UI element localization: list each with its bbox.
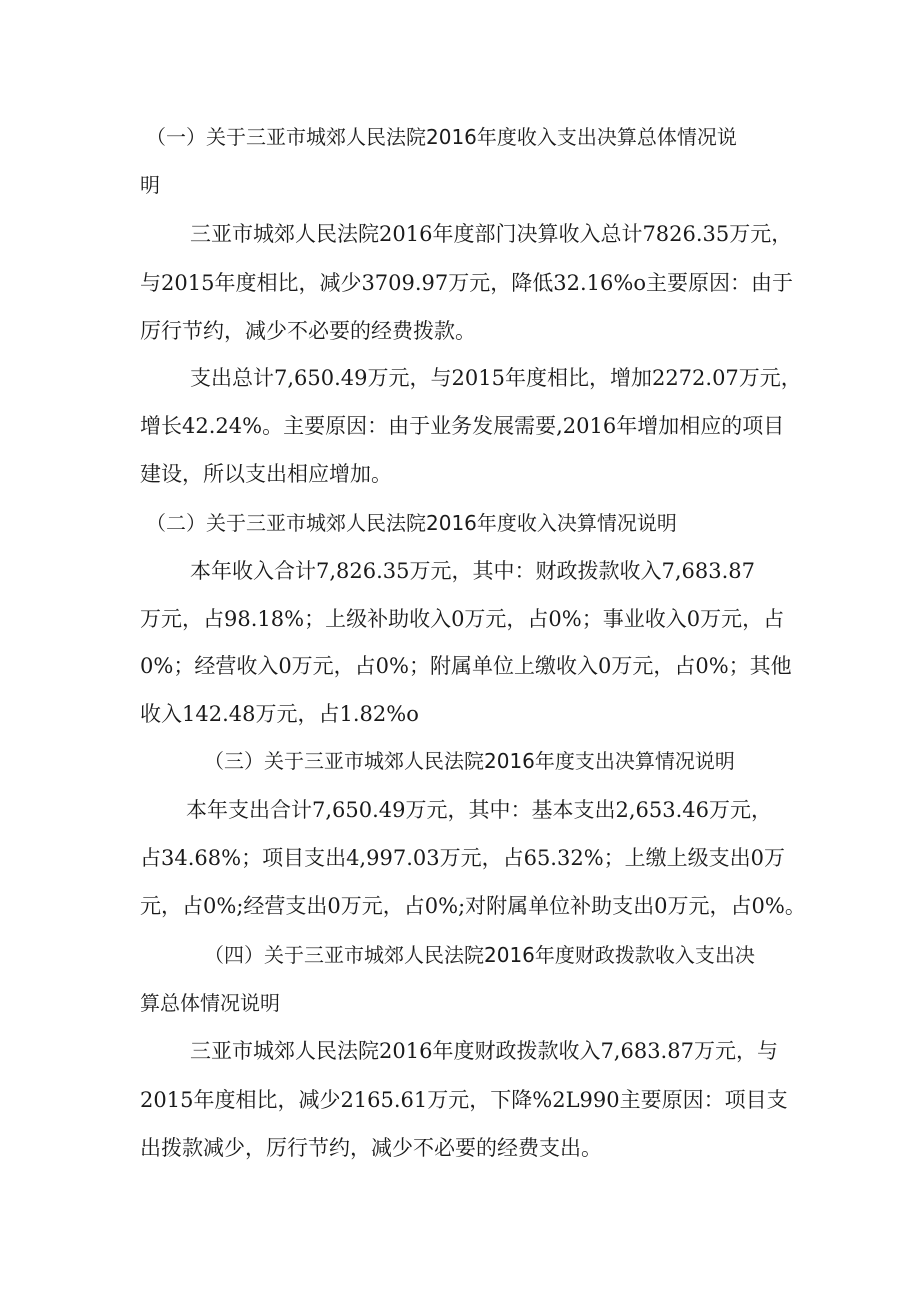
section-4-heading-cont: 算总体情况说明: [140, 991, 280, 1015]
section-2-para-line-2: 万元，占98.18%；上级补助收入0万元，占0%；事业收入0万元，占: [140, 607, 785, 631]
section-3-para-line-3: 元，占0%;经营支出0万元，占0%;对附属单位补助支出0万元，占0%。: [140, 894, 806, 918]
section-1-heading-cont: 明: [140, 173, 160, 197]
section-2-para-line-3: 0%；经营收入0万元，占0%；附属单位上缴收入0万元，占0%；其他: [140, 654, 792, 678]
section-1-para-2-line-3: 建设，所以支出相应增加。: [140, 462, 392, 486]
section-1-para-2-line-2: 增长42.24%。主要原因：由于业务发展需要,2016年增加相应的项目: [140, 414, 785, 438]
section-2-para-line-1: 本年收入合计7,826.35万元，其中：财政拨款收入7,683.87: [190, 559, 756, 583]
section-3-heading: （三）关于三亚市城郊人民法院2016年度支出决算情况说明: [204, 749, 735, 773]
section-2-para-line-4: 收入142.48万元，占1.82%o: [140, 702, 419, 726]
section-4-heading: （四）关于三亚市城郊人民法院2016年度财政拨款收入支出决: [204, 943, 755, 967]
section-4-para-line-3: 出拨款减少，厉行节约，减少不必要的经费支出。: [140, 1136, 602, 1160]
section-1-para-1-line-2: 与2015年度相比，减少3709.97万元，降低32.16%o主要原因：由于: [140, 271, 793, 295]
section-4-para-line-1: 三亚市城郊人民法院2016年度财政拨款收入7,683.87万元，与: [190, 1039, 778, 1063]
section-1-para-2-line-1: 支出总计7,650.49万元，与2015年度相比，增加2272.07万元，: [190, 366, 802, 390]
section-2-heading: （二）关于三亚市城郊人民法院2016年度收入决算情况说明: [146, 511, 677, 535]
section-1-heading: （一）关于三亚市城郊人民法院2016年度收入支出决算总体情况说: [146, 125, 737, 149]
section-1-para-1-line-1: 三亚市城郊人民法院2016年度部门决算收入总计7826.35万元，: [190, 222, 793, 246]
section-1-para-1-line-3: 厉行节约，减少不必要的经费拨款。: [140, 319, 476, 343]
section-3-para-line-1: 本年支出合计7,650.49万元，其中：基本支出2,653.46万元，: [186, 798, 773, 822]
section-3-para-line-2: 占34.68%；项目支出4,997.03万元，占65.32%；上缴上级支出0万: [140, 846, 786, 870]
section-4-para-line-2: 2015年度相比，减少2165.61万元，下降%2L990主要原因：项目支: [140, 1088, 788, 1112]
